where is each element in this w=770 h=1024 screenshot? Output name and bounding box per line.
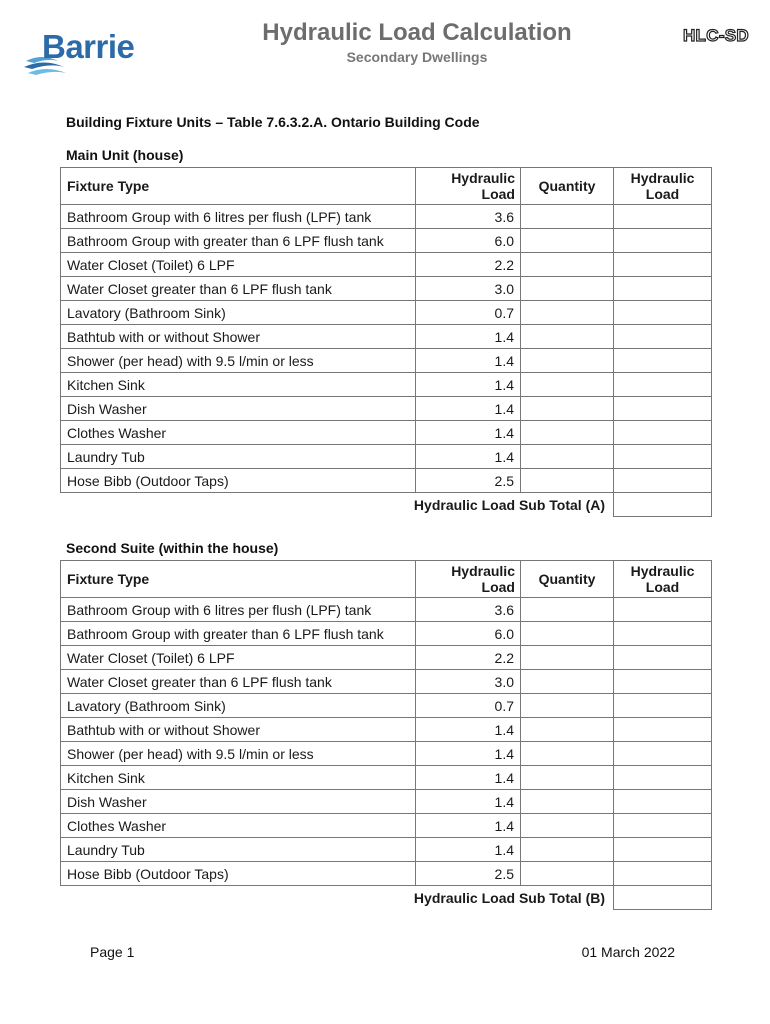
fixture-load-value: 3.6 [416, 205, 521, 229]
fixture-name: Hose Bibb (Outdoor Taps) [61, 469, 416, 493]
table-row [61, 349, 712, 373]
table-row [61, 373, 712, 397]
fixture-load-value: 1.4 [416, 814, 521, 838]
fixture-name: Bathtub with or without Shower [61, 718, 416, 742]
fixture-name: Bathroom Group with greater than 6 LPF flush tank [61, 229, 416, 253]
fixture-name: Dish Washer [61, 397, 416, 421]
hydraulic-load-field[interactable] [614, 622, 712, 646]
fixture-load-value: 2.5 [416, 862, 521, 886]
quantity-field[interactable] [521, 229, 614, 253]
fixture-name: Bathtub with or without Shower [61, 325, 416, 349]
fixture-load-value: 3.0 [416, 277, 521, 301]
fixture-name: Bathroom Group with 6 litres per flush (LPF) tank [61, 205, 416, 229]
table-body-suite [61, 598, 712, 886]
fixture-table-main [60, 167, 712, 517]
fixture-load-value: 1.4 [416, 373, 521, 397]
hydraulic-load-field[interactable] [614, 205, 712, 229]
col-fixture-type: Fixture Type [61, 561, 416, 598]
quantity-field[interactable] [521, 301, 614, 325]
quantity-field[interactable] [521, 790, 614, 814]
fixture-load-value: 1.4 [416, 421, 521, 445]
section-a-title: Main Unit (house) [66, 147, 184, 163]
table-row [61, 397, 712, 421]
subtotal-b-field[interactable] [614, 886, 712, 910]
quantity-field[interactable] [521, 598, 614, 622]
hydraulic-load-field[interactable] [614, 277, 712, 301]
hydraulic-load-field[interactable] [614, 301, 712, 325]
fixture-load-value: 2.5 [416, 469, 521, 493]
quantity-field[interactable] [521, 445, 614, 469]
page-number: Page 1 [90, 944, 135, 960]
table-row [61, 862, 712, 886]
fixture-load-value: 0.7 [416, 694, 521, 718]
fixture-name: Shower (per head) with 9.5 l/min or less [61, 742, 416, 766]
fixture-load-value: 3.0 [416, 670, 521, 694]
quantity-field[interactable] [521, 670, 614, 694]
fixture-load-value: 1.4 [416, 397, 521, 421]
quantity-field[interactable] [521, 862, 614, 886]
fixture-load-value: 6.0 [416, 229, 521, 253]
hydraulic-load-field[interactable] [614, 421, 712, 445]
hydraulic-load-field[interactable] [614, 646, 712, 670]
fixture-table-suite [60, 560, 712, 910]
fixture-name: Bathroom Group with 6 litres per flush (LPF) tank [61, 598, 416, 622]
table-body-main [61, 205, 712, 493]
quantity-field[interactable] [521, 622, 614, 646]
fixture-name: Lavatory (Bathroom Sink) [61, 301, 416, 325]
table-row [61, 766, 712, 790]
col-hydraulic-load: Hydraulic Load [416, 168, 521, 205]
hydraulic-load-field[interactable] [614, 349, 712, 373]
quantity-field[interactable] [521, 205, 614, 229]
section-b-title: Second Suite (within the house) [66, 540, 279, 556]
fixture-name: Water Closet greater than 6 LPF flush tank [61, 670, 416, 694]
table-row [61, 694, 712, 718]
col-fixture-type: Fixture Type [61, 168, 416, 205]
table-row [61, 277, 712, 301]
hydraulic-load-field[interactable] [614, 469, 712, 493]
fixture-load-value: 2.2 [416, 646, 521, 670]
table-row [61, 253, 712, 277]
quantity-field[interactable] [521, 766, 614, 790]
fixture-load-value: 1.4 [416, 838, 521, 862]
fixture-load-value: 6.0 [416, 622, 521, 646]
col-quantity: Quantity [521, 168, 614, 205]
fixture-load-value: 1.4 [416, 790, 521, 814]
hydraulic-load-field[interactable] [614, 397, 712, 421]
fixture-name: Water Closet (Toilet) 6 LPF [61, 646, 416, 670]
col-quantity: Quantity [521, 561, 614, 598]
hydraulic-load-field[interactable] [614, 790, 712, 814]
quantity-field[interactable] [521, 277, 614, 301]
fixture-load-value: 1.4 [416, 349, 521, 373]
hydraulic-load-field[interactable] [614, 838, 712, 862]
fixture-name: Clothes Washer [61, 814, 416, 838]
table-row [61, 622, 712, 646]
table-row [61, 229, 712, 253]
table-row [61, 421, 712, 445]
table-row [61, 742, 712, 766]
hydraulic-load-field[interactable] [614, 598, 712, 622]
quantity-field[interactable] [521, 253, 614, 277]
quantity-field[interactable] [521, 694, 614, 718]
fixture-name: Dish Washer [61, 790, 416, 814]
hydraulic-load-field[interactable] [614, 742, 712, 766]
hydraulic-load-field[interactable] [614, 373, 712, 397]
quantity-field[interactable] [521, 838, 614, 862]
quantity-field[interactable] [521, 397, 614, 421]
page-title: Hydraulic Load Calculation [262, 19, 572, 46]
fixture-name: Kitchen Sink [61, 766, 416, 790]
quantity-field[interactable] [521, 349, 614, 373]
table-row [61, 646, 712, 670]
fixture-load-value: 1.4 [416, 445, 521, 469]
quantity-field[interactable] [521, 325, 614, 349]
table-row [61, 670, 712, 694]
fixture-name: Water Closet (Toilet) 6 LPF [61, 253, 416, 277]
fixture-load-value: 1.4 [416, 325, 521, 349]
table-row [61, 790, 712, 814]
subtotal-a-field[interactable] [614, 493, 712, 517]
quantity-field[interactable] [521, 469, 614, 493]
fixture-name: Laundry Tub [61, 838, 416, 862]
hydraulic-load-field[interactable] [614, 694, 712, 718]
hydraulic-load-field[interactable] [614, 670, 712, 694]
table-row [61, 598, 712, 622]
fixture-name: Clothes Washer [61, 421, 416, 445]
barrie-logo: Barrie [42, 28, 135, 65]
table-row [61, 838, 712, 862]
col-total-load: Hydraulic Load [614, 168, 712, 205]
col-total-load: Hydraulic Load [614, 561, 712, 598]
table-row [61, 718, 712, 742]
hydraulic-load-field[interactable] [614, 445, 712, 469]
hydraulic-load-field[interactable] [614, 766, 712, 790]
quantity-field[interactable] [521, 742, 614, 766]
table-row [61, 469, 712, 493]
table-row [61, 205, 712, 229]
page-subtitle: Secondary Dwellings [346, 49, 488, 65]
fixture-load-value: 1.4 [416, 766, 521, 790]
table-row [61, 445, 712, 469]
subtotal-a-label: Hydraulic Load Sub Total (A) [413, 496, 605, 513]
fixture-name: Lavatory (Bathroom Sink) [61, 694, 416, 718]
footer-date: 01 March 2022 [581, 944, 675, 960]
table-row [61, 325, 712, 349]
quantity-field[interactable] [521, 373, 614, 397]
fixture-load-value: 0.7 [416, 301, 521, 325]
col-hydraulic-load: Hydraulic Load [416, 561, 521, 598]
hydraulic-load-field[interactable] [614, 718, 712, 742]
quantity-field[interactable] [521, 646, 614, 670]
fixture-load-value: 3.6 [416, 598, 521, 622]
hydraulic-load-field[interactable] [614, 229, 712, 253]
form-code: HLC-SD [682, 26, 749, 45]
subtotal-b-label: Hydraulic Load Sub Total (B) [413, 889, 605, 906]
fixture-name: Shower (per head) with 9.5 l/min or less [61, 349, 416, 373]
intro-heading: Building Fixture Units – Table 7.6.3.2.A. Ontario Building Code [66, 114, 480, 130]
hydraulic-load-field[interactable] [614, 325, 712, 349]
fixture-name: Kitchen Sink [61, 373, 416, 397]
fixture-load-value: 2.2 [416, 253, 521, 277]
hydraulic-load-field[interactable] [614, 862, 712, 886]
fixture-name: Hose Bibb (Outdoor Taps) [61, 862, 416, 886]
fixture-load-value: 1.4 [416, 718, 521, 742]
fixture-load-value: 1.4 [416, 742, 521, 766]
table-row [61, 814, 712, 838]
quantity-field[interactable] [521, 718, 614, 742]
fixture-name: Water Closet greater than 6 LPF flush tank [61, 277, 416, 301]
hydraulic-load-field[interactable] [614, 814, 712, 838]
fixture-name: Bathroom Group with greater than 6 LPF flush tank [61, 622, 416, 646]
quantity-field[interactable] [521, 814, 614, 838]
fixture-name: Laundry Tub [61, 445, 416, 469]
hydraulic-load-field[interactable] [614, 253, 712, 277]
table-row [61, 301, 712, 325]
quantity-field[interactable] [521, 421, 614, 445]
